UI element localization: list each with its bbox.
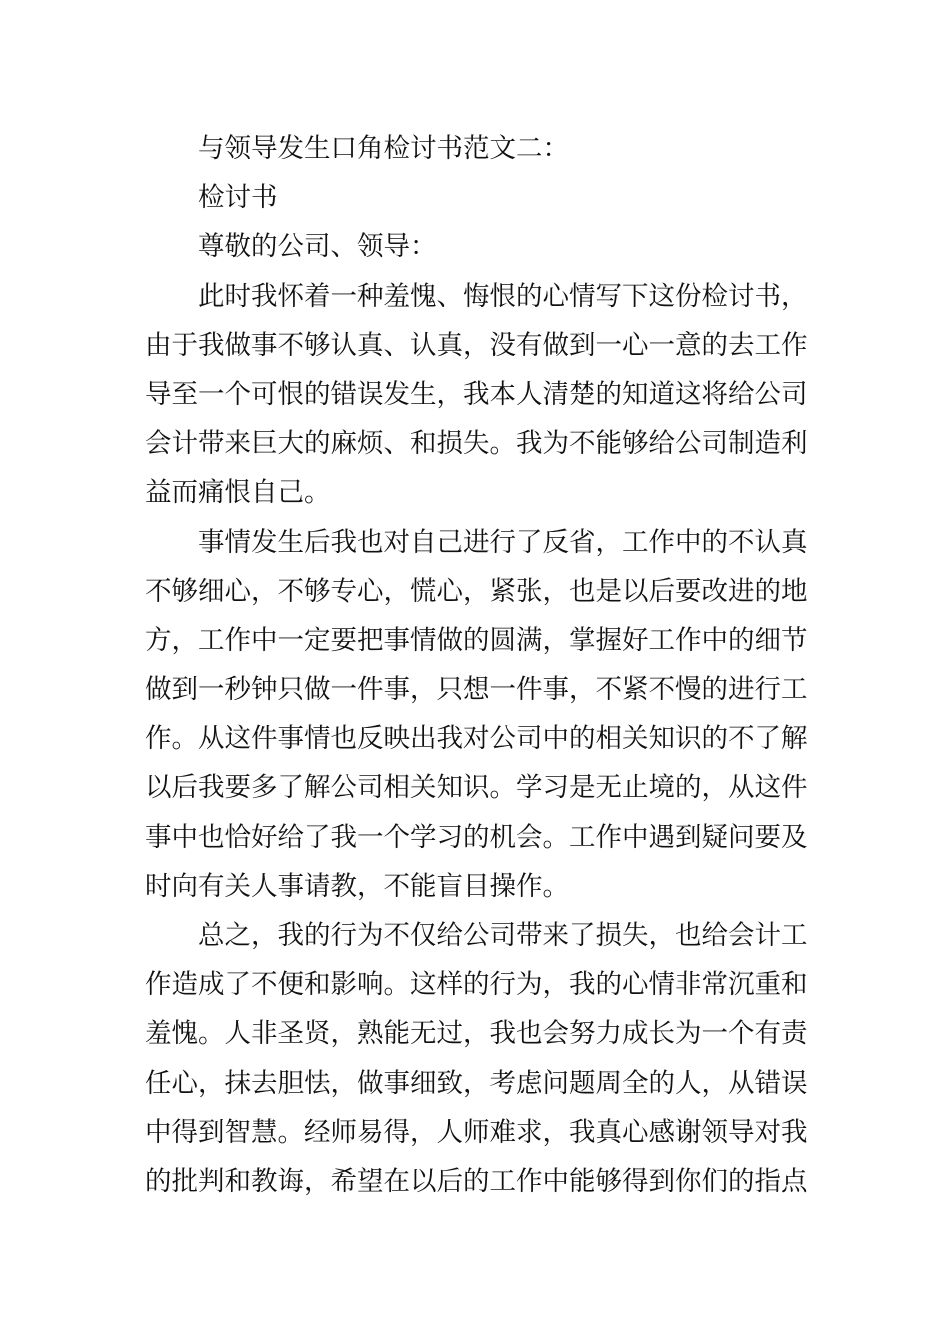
paragraph-line: 中得到智慧。经师易得，人师难求，我真心感谢领导对我 [145, 1116, 807, 1148]
paragraph-line: 事中也恰好给了我一个学习的机会。工作中遇到疑问要及 [145, 821, 807, 853]
salutation: 尊敬的公司、领导： [198, 231, 437, 263]
paragraph-line: 任心，抹去胆怯，做事细致，考虑问题周全的人，从错误 [145, 1067, 807, 1099]
paragraph-line: 羞愧。人非圣贤，熟能无过，我也会努力成长为一个有责 [145, 1018, 807, 1050]
paragraph-line: 以后我要多了解公司相关知识。学习是无止境的，从这件 [145, 772, 807, 804]
paragraph-line: 不够细心，不够专心，慌心，紧张，也是以后要改进的地 [145, 575, 807, 607]
paragraph-line: 作造成了不便和影响。这样的行为，我的心情非常沉重和 [145, 969, 807, 1001]
paragraph-line: 事情发生后我也对自己进行了反省，工作中的不认真 [198, 526, 808, 558]
paragraph-line: 作。从这件事情也反映出我对公司中的相关知识的不了解 [145, 723, 807, 755]
document-body [145, 124, 815, 1206]
paragraph-line: 的批判和教诲，希望在以后的工作中能够得到你们的指点 [145, 1165, 807, 1197]
paragraph-3 [145, 911, 815, 1206]
paragraph-line: 做到一秒钟只做一件事，只想一件事，不紧不慢的进行工 [145, 674, 807, 706]
paragraph-line: 导至一个可恨的错误发生，我本人清楚的知道这将给公司 [145, 378, 807, 410]
paragraph-line: 益而痛恨自己。 [145, 477, 331, 509]
document-title: 检讨书 [198, 182, 278, 214]
paragraph-line: 此时我怀着一种羞愧、悔恨的心情写下这份检讨书， [198, 280, 808, 312]
paragraph-line: 总之，我的行为不仅给公司带来了损失，也给会计工 [198, 920, 808, 951]
paragraph-line: 会计带来巨大的麻烦、和损失。我为不能够给公司制造利 [145, 428, 807, 460]
paragraph-2 [145, 518, 815, 912]
paragraph-line: 时向有关人事请教，不能盲目操作。 [145, 870, 569, 902]
document-heading: 与领导发生口角检讨书范文二： [198, 133, 569, 164]
paragraph-line: 方，工作中一定要把事情做的圆满，掌握好工作中的细节 [145, 624, 807, 656]
paragraph-line: 由于我做事不够认真、认真，没有做到一心一意的去工作 [145, 329, 807, 361]
paragraph-1 [145, 272, 815, 518]
